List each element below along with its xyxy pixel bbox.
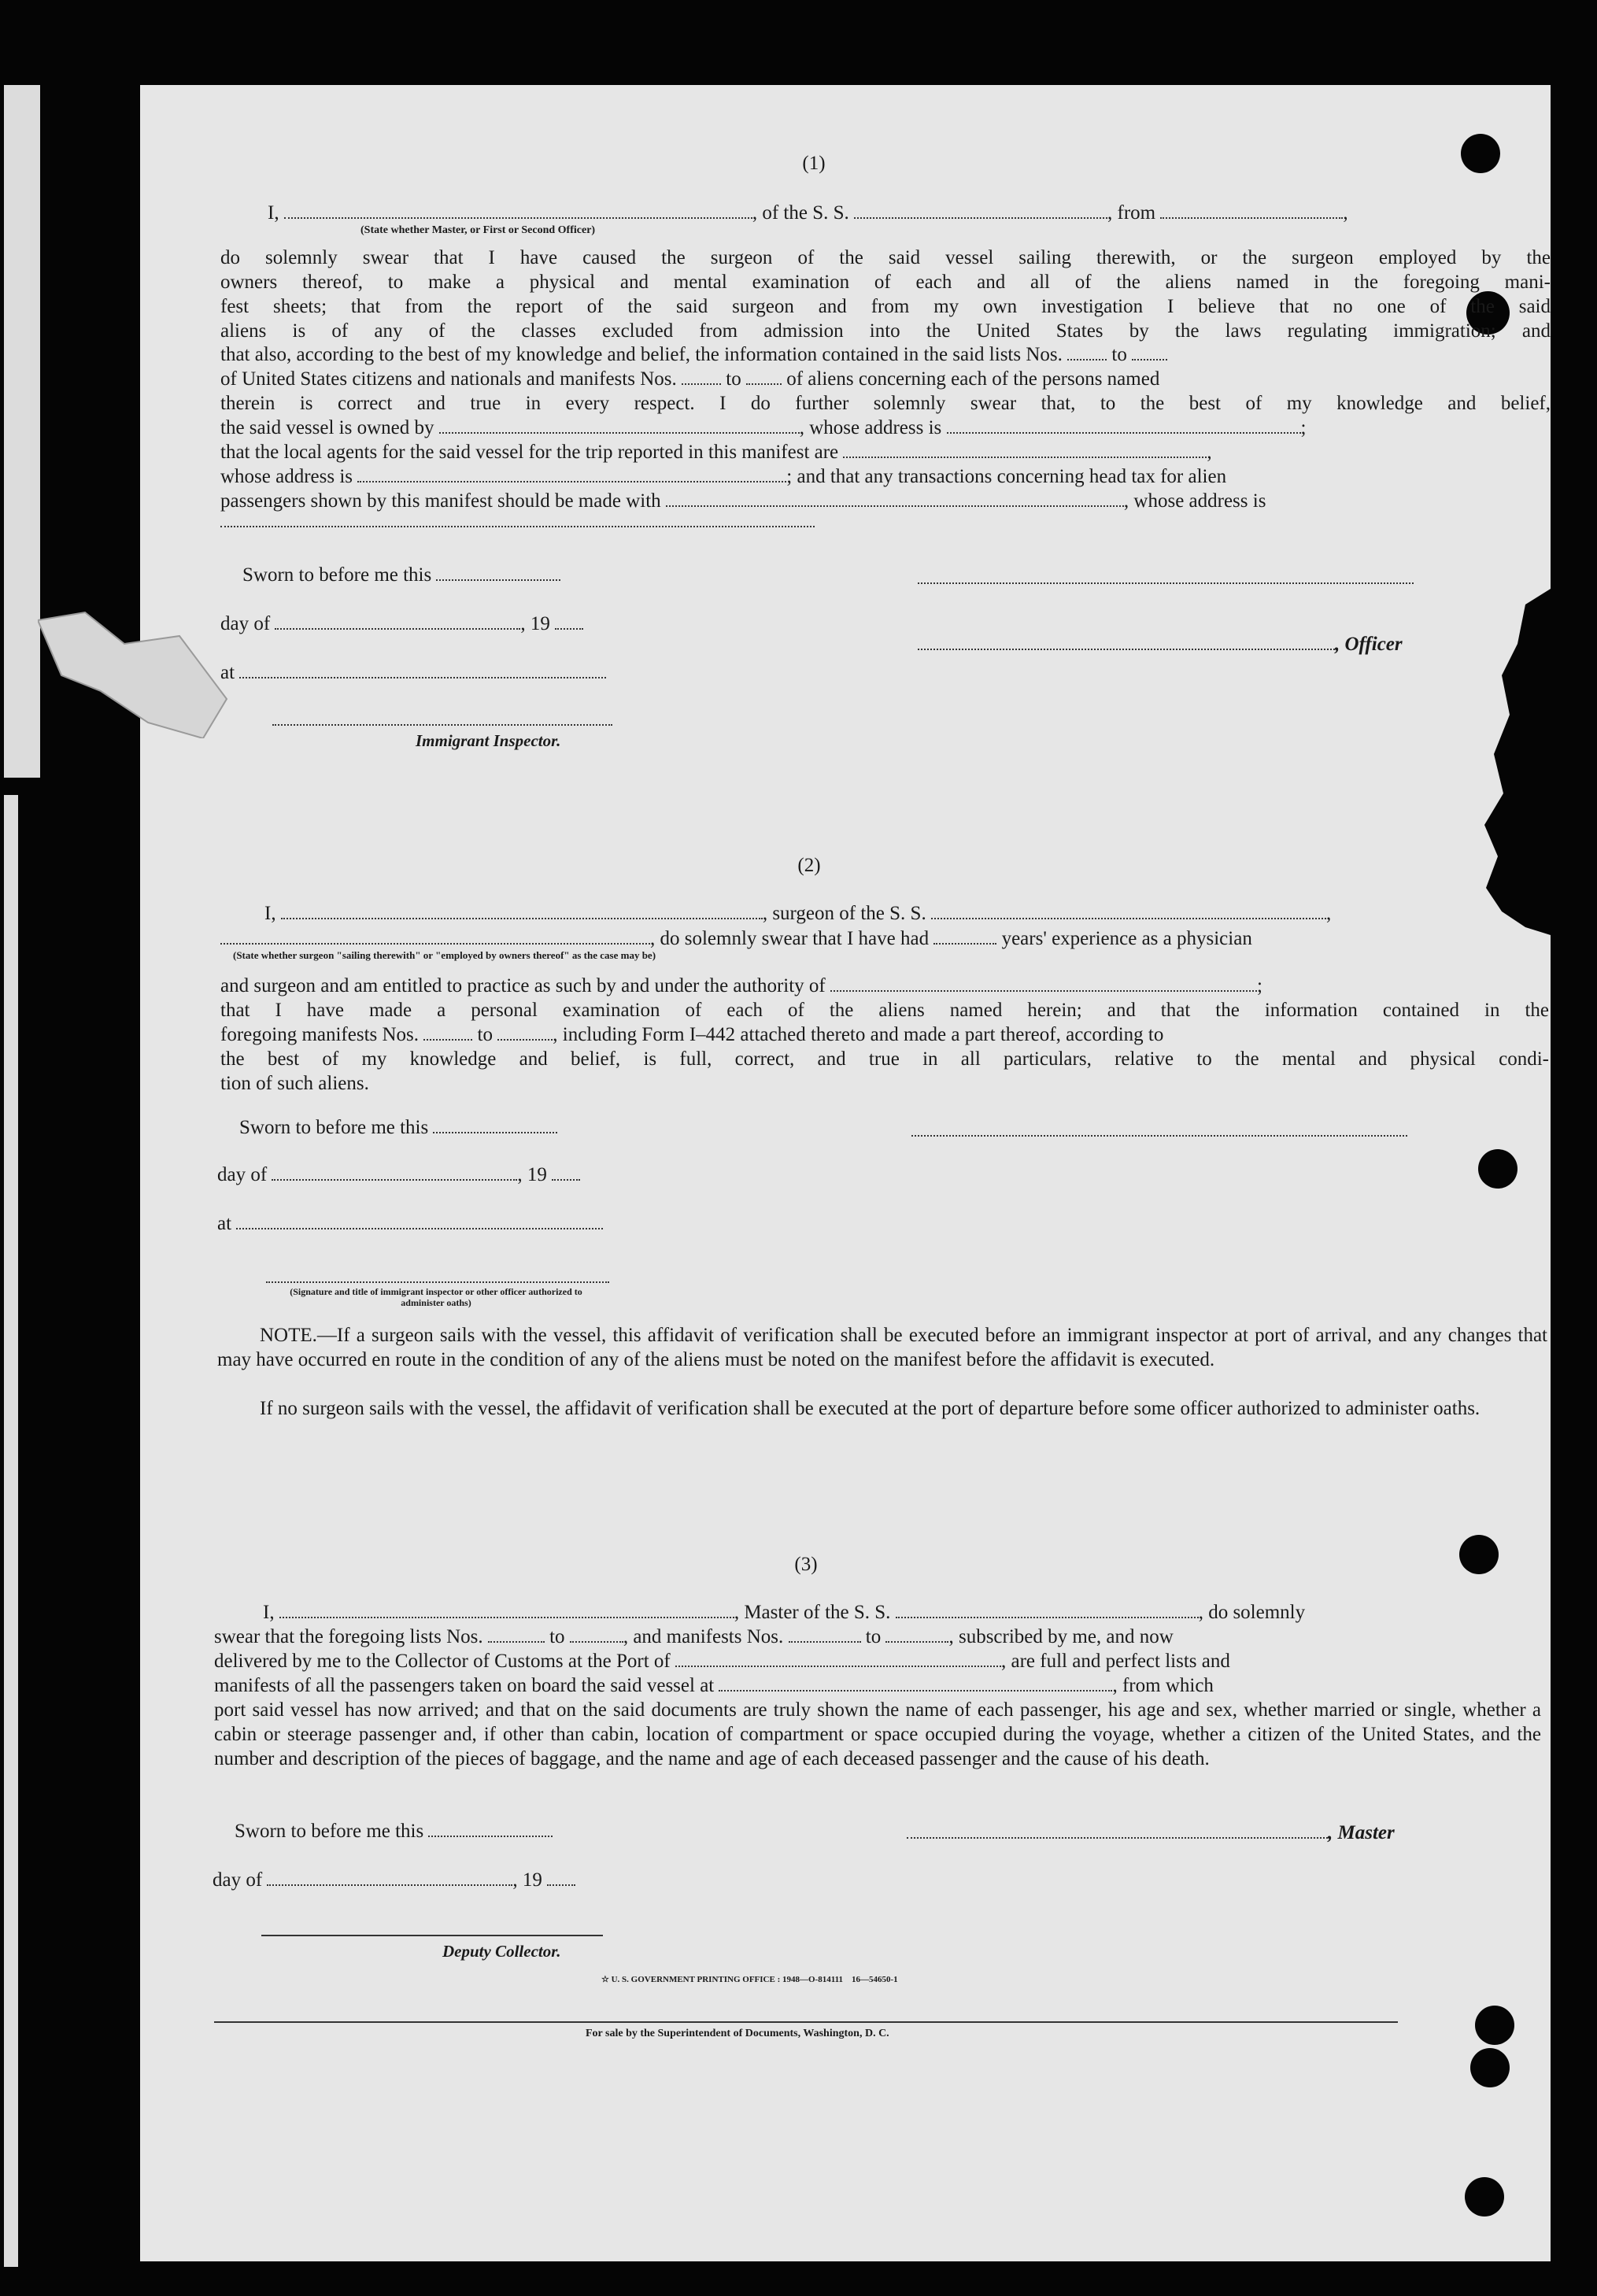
s3-vessel-field[interactable] — [896, 1606, 1199, 1618]
s3-from-which: , from which — [1112, 1675, 1214, 1696]
s1-day-of — [220, 612, 583, 636]
s1-i-label: I, — [268, 202, 279, 224]
s2-sworn — [239, 1116, 557, 1140]
s1-day-of-label: day of — [220, 613, 271, 634]
torn-edge — [1455, 589, 1551, 935]
s1-line-correct: therein is correct and true in every respect. I do further solemnly swear that, to the best of my knowledge and belief, — [220, 393, 1551, 414]
s1-headtax-text: ; and that any transactions concerning head tax for alien — [786, 466, 1227, 487]
s3-full-lists-text: , are full and perfect lists and — [1001, 1651, 1230, 1672]
s2-form-text: , including Form I–442 attached thereto and made a part thereof, according to — [553, 1024, 1164, 1045]
s3-year-field[interactable] — [547, 1873, 575, 1886]
s1-agents-address-field[interactable] — [357, 470, 786, 482]
s3-lists-to-field[interactable] — [570, 1630, 623, 1643]
s1-officer-label: , Officer — [1335, 634, 1403, 655]
s2-line-surgeon — [264, 902, 1331, 926]
s1-sworn-label: Sworn to before me this — [242, 564, 432, 586]
s3-manifests-to: to — [865, 1626, 882, 1647]
s3-manifests-to-field[interactable] — [885, 1630, 948, 1643]
s3-line-master — [263, 1601, 1305, 1625]
left-margin-strip-lower — [4, 795, 18, 2267]
s1-sworn-date-field[interactable] — [436, 568, 560, 581]
s2-years-field[interactable] — [933, 932, 996, 945]
s1-headtax-party-field[interactable] — [666, 494, 1124, 507]
punch-hole — [1475, 2006, 1514, 2045]
s3-subscribed-text: , subscribed by me, and now — [948, 1626, 1174, 1647]
s1-manifests-to-field[interactable] — [746, 372, 782, 385]
s3-master-signature-field[interactable] — [907, 1826, 1328, 1839]
s1-officer-signature-line[interactable] — [918, 582, 1414, 584]
s3-body: port said vessel has now arrived; and that on the said documents are truly shown the name of each passenger, his age and sex, whether married or single, whether a cabin or steerage passenger and, if other than cabin, location of compartment or space occupied during the voyage, whether a citizen of the United States, and the number and description of the pieces of baggage, and the name and age of each deceased passenger and the cause of his death. — [214, 1699, 1541, 1769]
s3-master-sig — [907, 1821, 1395, 1845]
s3-master-label: , Master of the S. S. — [734, 1602, 891, 1623]
s3-vessel-at-label: manifests of all the passengers taken on board the said vessel at — [214, 1675, 715, 1696]
footer-rule — [214, 2021, 1398, 2023]
footer-gpo-imprint: ☆ U. S. GOVERNMENT PRINTING OFFICE : 1948—O-814111 16—54650-1 — [601, 1975, 898, 1984]
s2-line-tion: tion of such aliens. — [220, 1073, 369, 1094]
s3-master-name-field[interactable] — [279, 1606, 734, 1618]
footer-sale-note: For sale by the Superintendent of Documents, Washington, D. C. — [586, 2028, 889, 2039]
s1-owned-label: the said vessel is owned by — [220, 417, 434, 438]
left-margin-strip-upper — [4, 85, 40, 778]
s2-semicolon: ; — [1257, 975, 1262, 996]
s3-line-vessel-at — [214, 1674, 1214, 1698]
punch-hole — [1470, 2048, 1510, 2087]
s3-sworn-date-field[interactable] — [428, 1825, 553, 1837]
s2-line-manifests — [220, 1023, 1163, 1047]
punch-hole — [1465, 2177, 1504, 2217]
s1-body-line-1: do solemnly swear that I have caused the surgeon of the said vessel sailing therewith, or the surgeon employed by the — [220, 247, 1551, 268]
s1-agents-field[interactable] — [843, 446, 1207, 458]
s2-swear-label: , do solemnly swear that I have had — [650, 928, 930, 949]
s2-sworn-label: Sworn to before me this — [239, 1117, 429, 1138]
s2-inspector-signature-line[interactable] — [266, 1281, 609, 1283]
paper-tear — [38, 589, 242, 738]
s2-vessel-field[interactable] — [931, 907, 1326, 919]
s1-officer-note: (State whether Master, or First or Second Officer) — [360, 224, 596, 236]
s2-signature-note: (Signature and title of immigrant inspector or other officer authorized to administer oaths) — [290, 1286, 582, 1308]
s2-surgeon-note: (State whether surgeon "sailing therewith" or "employed by owners thereof" as the case may be) — [233, 949, 656, 961]
s3-lists-from-field[interactable] — [488, 1630, 545, 1643]
s2-years-label: years' experience as a physician — [1001, 928, 1252, 949]
s1-year-label: , 19 — [520, 613, 550, 634]
s1-vessel-label: , of the S. S. — [752, 202, 849, 224]
s2-at-field[interactable] — [236, 1217, 603, 1229]
s3-port-field[interactable] — [675, 1655, 1001, 1667]
s2-comma: , — [1325, 903, 1332, 924]
s1-year-field[interactable] — [555, 617, 583, 630]
section-3-number: (3) — [794, 1554, 818, 1575]
s3-sworn-label: Sworn to before me this — [235, 1821, 424, 1842]
s3-line-port — [214, 1650, 1230, 1673]
s1-day-field[interactable] — [275, 617, 520, 630]
s1-line-whose — [220, 465, 1226, 489]
s1-whose-label: whose address is — [220, 466, 353, 487]
s2-year-label: , 19 — [517, 1164, 547, 1185]
s1-from-label: , from — [1107, 202, 1156, 224]
s1-from-field[interactable] — [1160, 206, 1343, 219]
s3-sworn — [235, 1820, 553, 1843]
s1-agents-comma: , — [1207, 442, 1212, 463]
s3-line-lists — [214, 1625, 1174, 1649]
s2-i-label: I, — [264, 903, 276, 924]
s1-at-field[interactable] — [239, 666, 606, 678]
s2-line-authority — [220, 974, 1262, 998]
s2-manifests-to: to — [477, 1024, 493, 1045]
s1-agents-label: that the local agents for the said vessel for the trip reported in this manifest are — [220, 442, 839, 463]
s1-citizens-text: of United States citizens and nationals and manifests Nos. — [220, 368, 677, 390]
s1-sworn — [242, 564, 560, 587]
s1-at — [220, 661, 606, 685]
s2-manifests-to-field[interactable] — [497, 1028, 553, 1041]
punch-hole — [1461, 134, 1500, 173]
s1-inspector-signature-line[interactable] — [272, 724, 612, 726]
s1-line-owned — [220, 416, 1306, 440]
s1-at-label: at — [220, 662, 235, 683]
s3-day-field[interactable] — [267, 1873, 512, 1886]
s1-vessel-field[interactable] — [854, 206, 1107, 219]
s3-manifests-label: , and manifests Nos. — [623, 1626, 784, 1647]
form-page — [140, 85, 1551, 2261]
s1-semicolon: ; — [1300, 417, 1307, 438]
s1-lists-to-field[interactable] — [1132, 348, 1167, 360]
s2-line-best: the best of my knowledge and belief, is full, correct, and true in all particulars, relative to the mental and physical condi- — [220, 1048, 1549, 1070]
s1-passengers-label: passengers shown by this manifest should be made with — [220, 490, 661, 512]
s1-lists-from-field[interactable] — [1067, 348, 1107, 360]
s2-surgeon-name-field[interactable] — [281, 907, 763, 919]
s1-passengers-address-label: , whose address is — [1123, 490, 1266, 512]
s2-surgeon-label: , surgeon of the S. S. — [762, 903, 926, 924]
s1-citizens-end: of aliens concerning each of the persons named — [786, 368, 1160, 390]
s3-lists-to: to — [549, 1626, 565, 1647]
s3-day-of-label: day of — [213, 1869, 263, 1891]
s1-body-line-2: owners thereof, to make a physical and mental examination of each and all of the aliens named in the foregoing mani- — [220, 272, 1551, 293]
s1-officer — [918, 633, 1403, 656]
s2-sworn-date-field[interactable] — [433, 1121, 557, 1133]
s1-citizens-to: to — [726, 368, 741, 390]
s1-owner-address-field[interactable] — [947, 421, 1301, 434]
s2-note-paragraph-1: NOTE.—If a surgeon sails with the vessel, this affidavit of verification shall be executed before an immigrant inspector at port of arrival, and any changes that may have occurred en route in the condition of any of the aliens must be noted on the manifest before the affidavit is executed. — [217, 1325, 1547, 1370]
s2-authority-label: and surgeon and am entitled to practice as such by and under the authority of — [220, 975, 826, 996]
s2-surgeon-type-field[interactable] — [220, 932, 650, 945]
s3-day-of — [213, 1869, 575, 1892]
s2-at-label: at — [217, 1213, 232, 1234]
s2-line-exam: that I have made a personal examination of each of the aliens named herein; and that the information contained in the — [220, 1000, 1549, 1021]
s1-line-master — [268, 202, 1551, 225]
s3-collector-label: Deputy Collector. — [442, 1942, 561, 1961]
s3-lists-label: swear that the foregoing lists Nos. — [214, 1626, 483, 1647]
s2-at — [217, 1212, 603, 1236]
s1-lists-text: that also, according to the best of my knowledge and belief, the information contained in the said lists Nos. — [220, 344, 1063, 365]
s2-day-field[interactable] — [272, 1168, 517, 1181]
s3-collector-signature-line[interactable] — [261, 1935, 603, 1936]
s1-owner-field[interactable] — [439, 421, 800, 434]
s2-year-field[interactable] — [552, 1168, 580, 1181]
s3-master-sig-label: , Master — [1328, 1822, 1395, 1843]
s1-owner-address-label: , whose address is — [799, 417, 942, 438]
s1-body-line-3: fest sheets; that from the report of the said surgeon and from my own investigation I believe that no one of the said — [220, 296, 1551, 317]
s1-address-continuation[interactable] — [220, 526, 815, 527]
s1-manifests-from-field[interactable] — [682, 372, 721, 385]
s2-surgeon-signature-line[interactable] — [911, 1135, 1407, 1137]
s1-lists-to: to — [1111, 344, 1127, 365]
section-2-number: (2) — [797, 855, 821, 876]
punch-hole — [1459, 1535, 1499, 1574]
s2-manifests-from-field[interactable] — [423, 1028, 472, 1041]
s1-inspector-label: Immigrant Inspector. — [416, 731, 561, 750]
s2-manifests-label: foregoing manifests Nos. — [220, 1024, 420, 1045]
section-1-number: (1) — [802, 153, 826, 174]
s1-line-lists — [220, 343, 1167, 367]
s1-body-line-4: aliens is of any of the classes excluded from admission into the United States by the laws regulating immigration; and — [220, 320, 1551, 342]
s3-solemnly: , do solemnly — [1198, 1602, 1306, 1623]
s3-departure-port-field[interactable] — [719, 1679, 1112, 1691]
s3-year-label: , 19 — [512, 1869, 542, 1891]
s1-officer-name-field[interactable] — [918, 638, 1335, 650]
s1-line-agents — [220, 441, 1212, 464]
s2-line-swear — [220, 927, 1252, 951]
s1-line-passengers — [220, 490, 1266, 513]
s2-authority-field[interactable] — [830, 979, 1257, 992]
s1-comma: , — [1343, 202, 1348, 224]
s3-port-label: delivered by me to the Collector of Customs at the Port of — [214, 1651, 671, 1672]
s2-day-of — [217, 1163, 580, 1187]
s1-officer-field[interactable] — [284, 206, 752, 219]
s2-note-paragraph-2: If no surgeon sails with the vessel, the affidavit of verification shall be executed at the port of departure before some officer authorized to administer oaths. — [260, 1398, 1481, 1419]
s3-manifests-from-field[interactable] — [789, 1630, 861, 1643]
s3-i-label: I, — [263, 1602, 275, 1623]
s2-day-of-label: day of — [217, 1164, 268, 1185]
punch-hole — [1478, 1149, 1518, 1189]
s1-line-citizens — [220, 368, 1159, 391]
